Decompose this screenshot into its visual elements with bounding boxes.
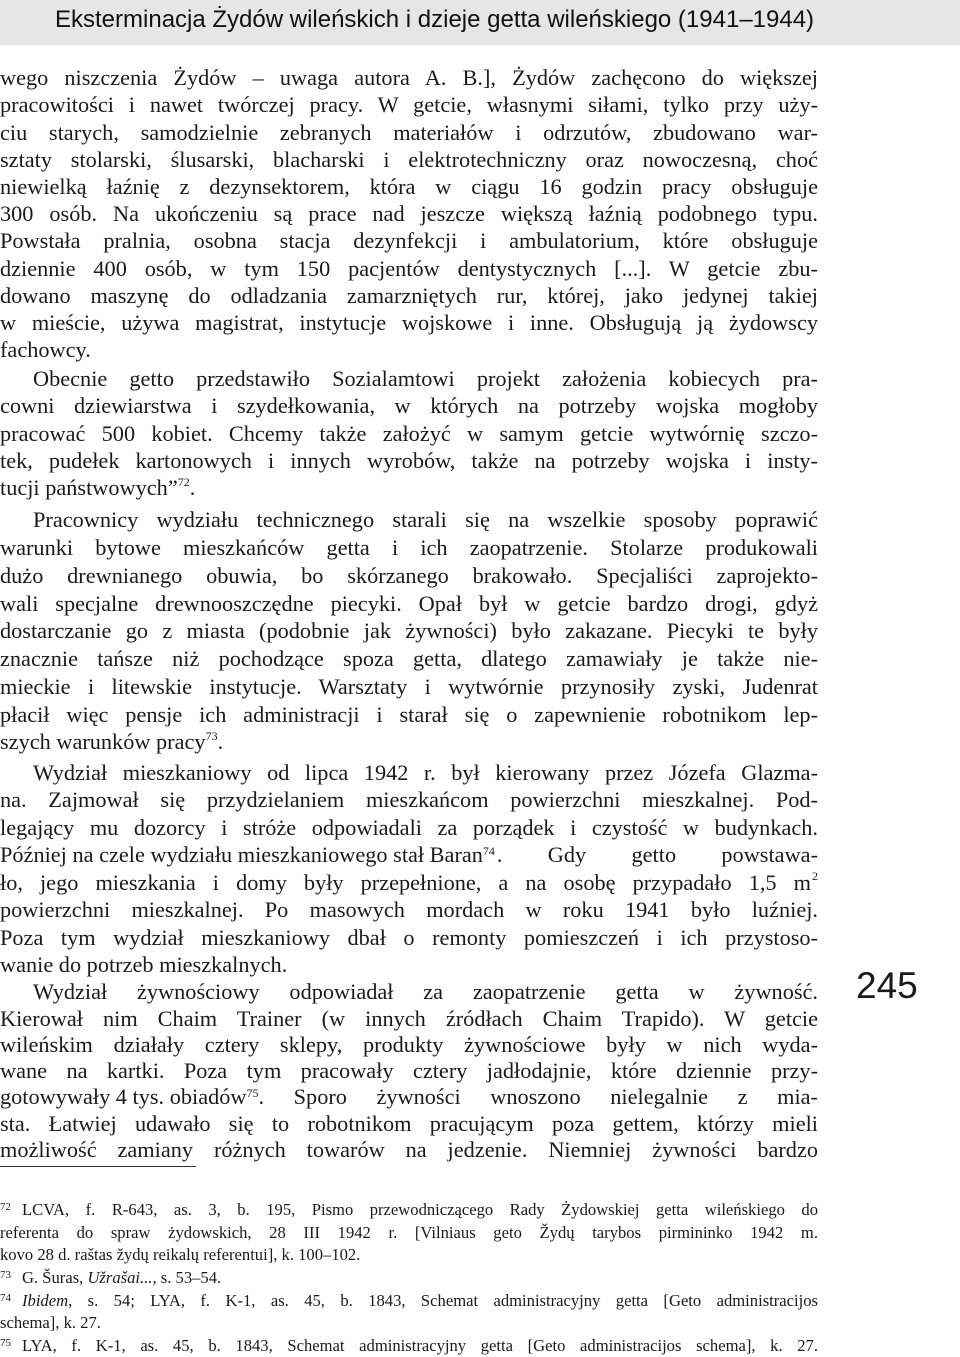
text-line: dużo drewnianego obuwia, bo skórzanego brakowało. Specjaliści zaprojekto- <box>0 563 818 588</box>
footnote-line: kovo 28 d. raštas žydų reikalų referentui], k. 100–102. <box>0 1245 361 1264</box>
text-line: 300 osób. Na ukończeniu są prace nad jeszcze większą łaźnią podobnego typu. <box>0 201 818 226</box>
running-head-bar <box>0 0 960 45</box>
footnote-number: 74 <box>0 1292 11 1304</box>
text-line: Wydział żywnościowy odpowiadał za zaopatrzenie getta w żywność. <box>33 979 818 1004</box>
line-text: szych warunków pracy <box>0 729 206 754</box>
text-line: na. Zajmował się przydzielaniem mieszkańcom powierzchni mieszkalnej. Pod- <box>0 787 818 812</box>
period: . <box>217 729 224 754</box>
text-line: płacił więc pensje ich administracji i starał się o zapewnienie robotnikom lep- <box>0 702 818 727</box>
text-line <box>0 870 818 896</box>
text-line: dowano maszynę do odladzania zamarzniętych rur, której, jako jedynej takiej <box>0 283 818 308</box>
footnote-line <box>22 1267 221 1289</box>
superscript-two: 2 <box>812 869 818 883</box>
footnote-separator <box>0 1166 196 1167</box>
line-text: ło, jego mieszkania i domy były przepełnione, a na osobę przypadało 1,5 m <box>0 870 811 895</box>
footnote-text: G. Šuras, <box>22 1268 88 1287</box>
footnote-line: referenta do spraw żydowskich, 28 III 1942 r. [Vilniaus geto Žydų tarybos pirmininko 1942 m. <box>0 1223 818 1242</box>
footnote-ref: 73 <box>205 729 218 743</box>
line-text: . Sporo żywności wnoszono nielegalnie z mia- <box>258 1084 818 1109</box>
text-line: tek, pudełek kartonowych i innych wyrobów, także na potrzeby wojska i insty- <box>0 448 818 473</box>
text-line: pracowitości i nawet twórczej pracy. W getcie, własnymi siłami, tylko przy uży- <box>0 92 818 117</box>
text-line: możliwość zamiany różnych towarów na jedzenie. Niemniej żywności bardzo <box>0 1137 818 1162</box>
text-line: wane na kartki. Poza tym pracowały cztery jadłodajnie, które dziennie przy- <box>0 1058 818 1083</box>
text-line: legający mu dozorcy i stróże odpowiadali za porządek i czystość w budynkach. <box>0 815 818 840</box>
text-line <box>0 729 223 755</box>
text-line: Kierował nim Chaim Trainer (w innych źródłach Chaim Trapido). W getcie <box>0 1006 818 1031</box>
footnote-line: LCVA, f. R-643, as. 3, b. 195, Pismo przewodniczącego Rady Żydowskiej getta wileńskiego do <box>22 1200 818 1219</box>
footnote-title: Užrašai... <box>87 1268 153 1287</box>
footnote-title: Ibidem <box>22 1291 69 1310</box>
footnote-number: 72 <box>0 1201 11 1213</box>
line-text: . Gdy getto powstawa- <box>496 842 818 867</box>
footnote-ref: 72 <box>177 475 190 489</box>
period: . <box>189 475 196 500</box>
footnote-line: schema], k. 27. <box>0 1313 101 1332</box>
footnote-text: , s. 54; LYA, f. K-1, as. 45, b. 1843, Schemat administracyjny getta [Geto administracijos <box>68 1291 818 1310</box>
text-line: wali specjalne drewnooszczędne piecyki. Opał był w getcie bardzo drogi, gdyż <box>0 591 818 616</box>
text-line: Powstała pralnia, osobna stacja dezynfekcji i ambulatorium, które obsługuje <box>0 228 818 253</box>
text-line: sta. Łatwiej udawało się to robotnikom pracującym poza gettem, którzy mieli <box>0 1111 818 1136</box>
text-line: fachowcy. <box>0 337 91 362</box>
text-line: dostarczanie go z miasta (podobnie jak żywności) było zakazane. Piecyki te były <box>0 618 818 643</box>
footnote-text: , s. 53–54. <box>152 1268 222 1287</box>
footnote-number: 73 <box>0 1269 11 1281</box>
text-line: pracować 500 kobiet. Chcemy także założyć w samym getcie wytwórnię szczo- <box>0 421 818 446</box>
running-head: Eksterminacja Żydów wileńskich i dzieje getta wileńskiego (1941–1944) <box>55 6 815 33</box>
text-line: Obecnie getto przedstawiło Sozialamtowi projekt założenia kobiecych pra- <box>33 366 818 391</box>
text-line: wanie do potrzeb mieszkalnych. <box>0 952 288 977</box>
footnote-line <box>22 1290 818 1312</box>
text-line <box>0 1084 818 1110</box>
line-text: tucji państwowych” <box>0 475 178 500</box>
text-line <box>0 842 818 868</box>
text-line: sztaty stolarski, ślusarski, blacharski i elektrotechniczny oraz nowoczesną, choć <box>0 147 818 172</box>
text-line: wileńskim działały cztery sklepy, produkty żywnościowe były w nich wyda- <box>0 1032 818 1057</box>
line-text: Później na czele wydziału mieszkaniowego stał Baran <box>0 842 483 867</box>
text-line: Poza tym wydział mieszkaniowy dbał o remonty pomieszczeń i ich przystoso- <box>0 925 818 950</box>
text-line: cowni dziewiarstwa i szydełkowania, w których na potrzeby wojska mogłoby <box>0 393 818 418</box>
text-line: powierzchni mieszkalnej. Po masowych mordach w roku 1941 było luźniej. <box>0 897 818 922</box>
text-line: znacznie tańsze niż pochodzące spoza getta, dlatego zamawiały je także nie- <box>0 646 818 671</box>
text-line: mieckie i litewskie instytucje. Warsztaty i wytwórnie przynosiły zyski, Judenrat <box>0 674 818 699</box>
footnote-line: LYA, f. K-1, as. 45, b. 1843, Schemat administracyjny getta [Geto administracijos schema], k. 27. <box>22 1336 818 1355</box>
line-text: gotowywały 4 tys. obiadów <box>0 1084 247 1109</box>
text-line: warunki bytowe mieszkańców getta i ich zaopatrzenie. Stolarze produkowali <box>0 535 818 560</box>
footnote-ref: 74 <box>482 844 495 858</box>
footnote-number: 75 <box>0 1337 11 1349</box>
text-line: Wydział mieszkaniowy od lipca 1942 r. był kierowany przez Józefa Glazma- <box>33 760 818 785</box>
page-number: 245 <box>856 965 918 1006</box>
text-line: w mieście, używa magistrat, instytucje wojskowe i inne. Obsługują ją żydowscy <box>0 310 818 335</box>
footnote-ref: 75 <box>246 1086 259 1100</box>
text-line: dziennie 400 osób, w tym 150 pacjentów dentystycznych [...]. W getcie zbu- <box>0 256 818 281</box>
text-line <box>0 475 195 501</box>
text-line: niewielką łaźnię z dezynsektorem, która w ciągu 16 godzin pracy obsługuje <box>0 174 818 199</box>
text-line: Pracownicy wydziału technicznego starali się na wszelkie sposoby poprawić <box>33 507 818 532</box>
text-line: ciu starych, samodzielnie zebranych materiałów i odrzutów, zbudowano war- <box>0 120 818 145</box>
text-line: wego niszczenia Żydów – uwaga autora A. B.], Żydów zachęcono do większej <box>0 65 818 90</box>
